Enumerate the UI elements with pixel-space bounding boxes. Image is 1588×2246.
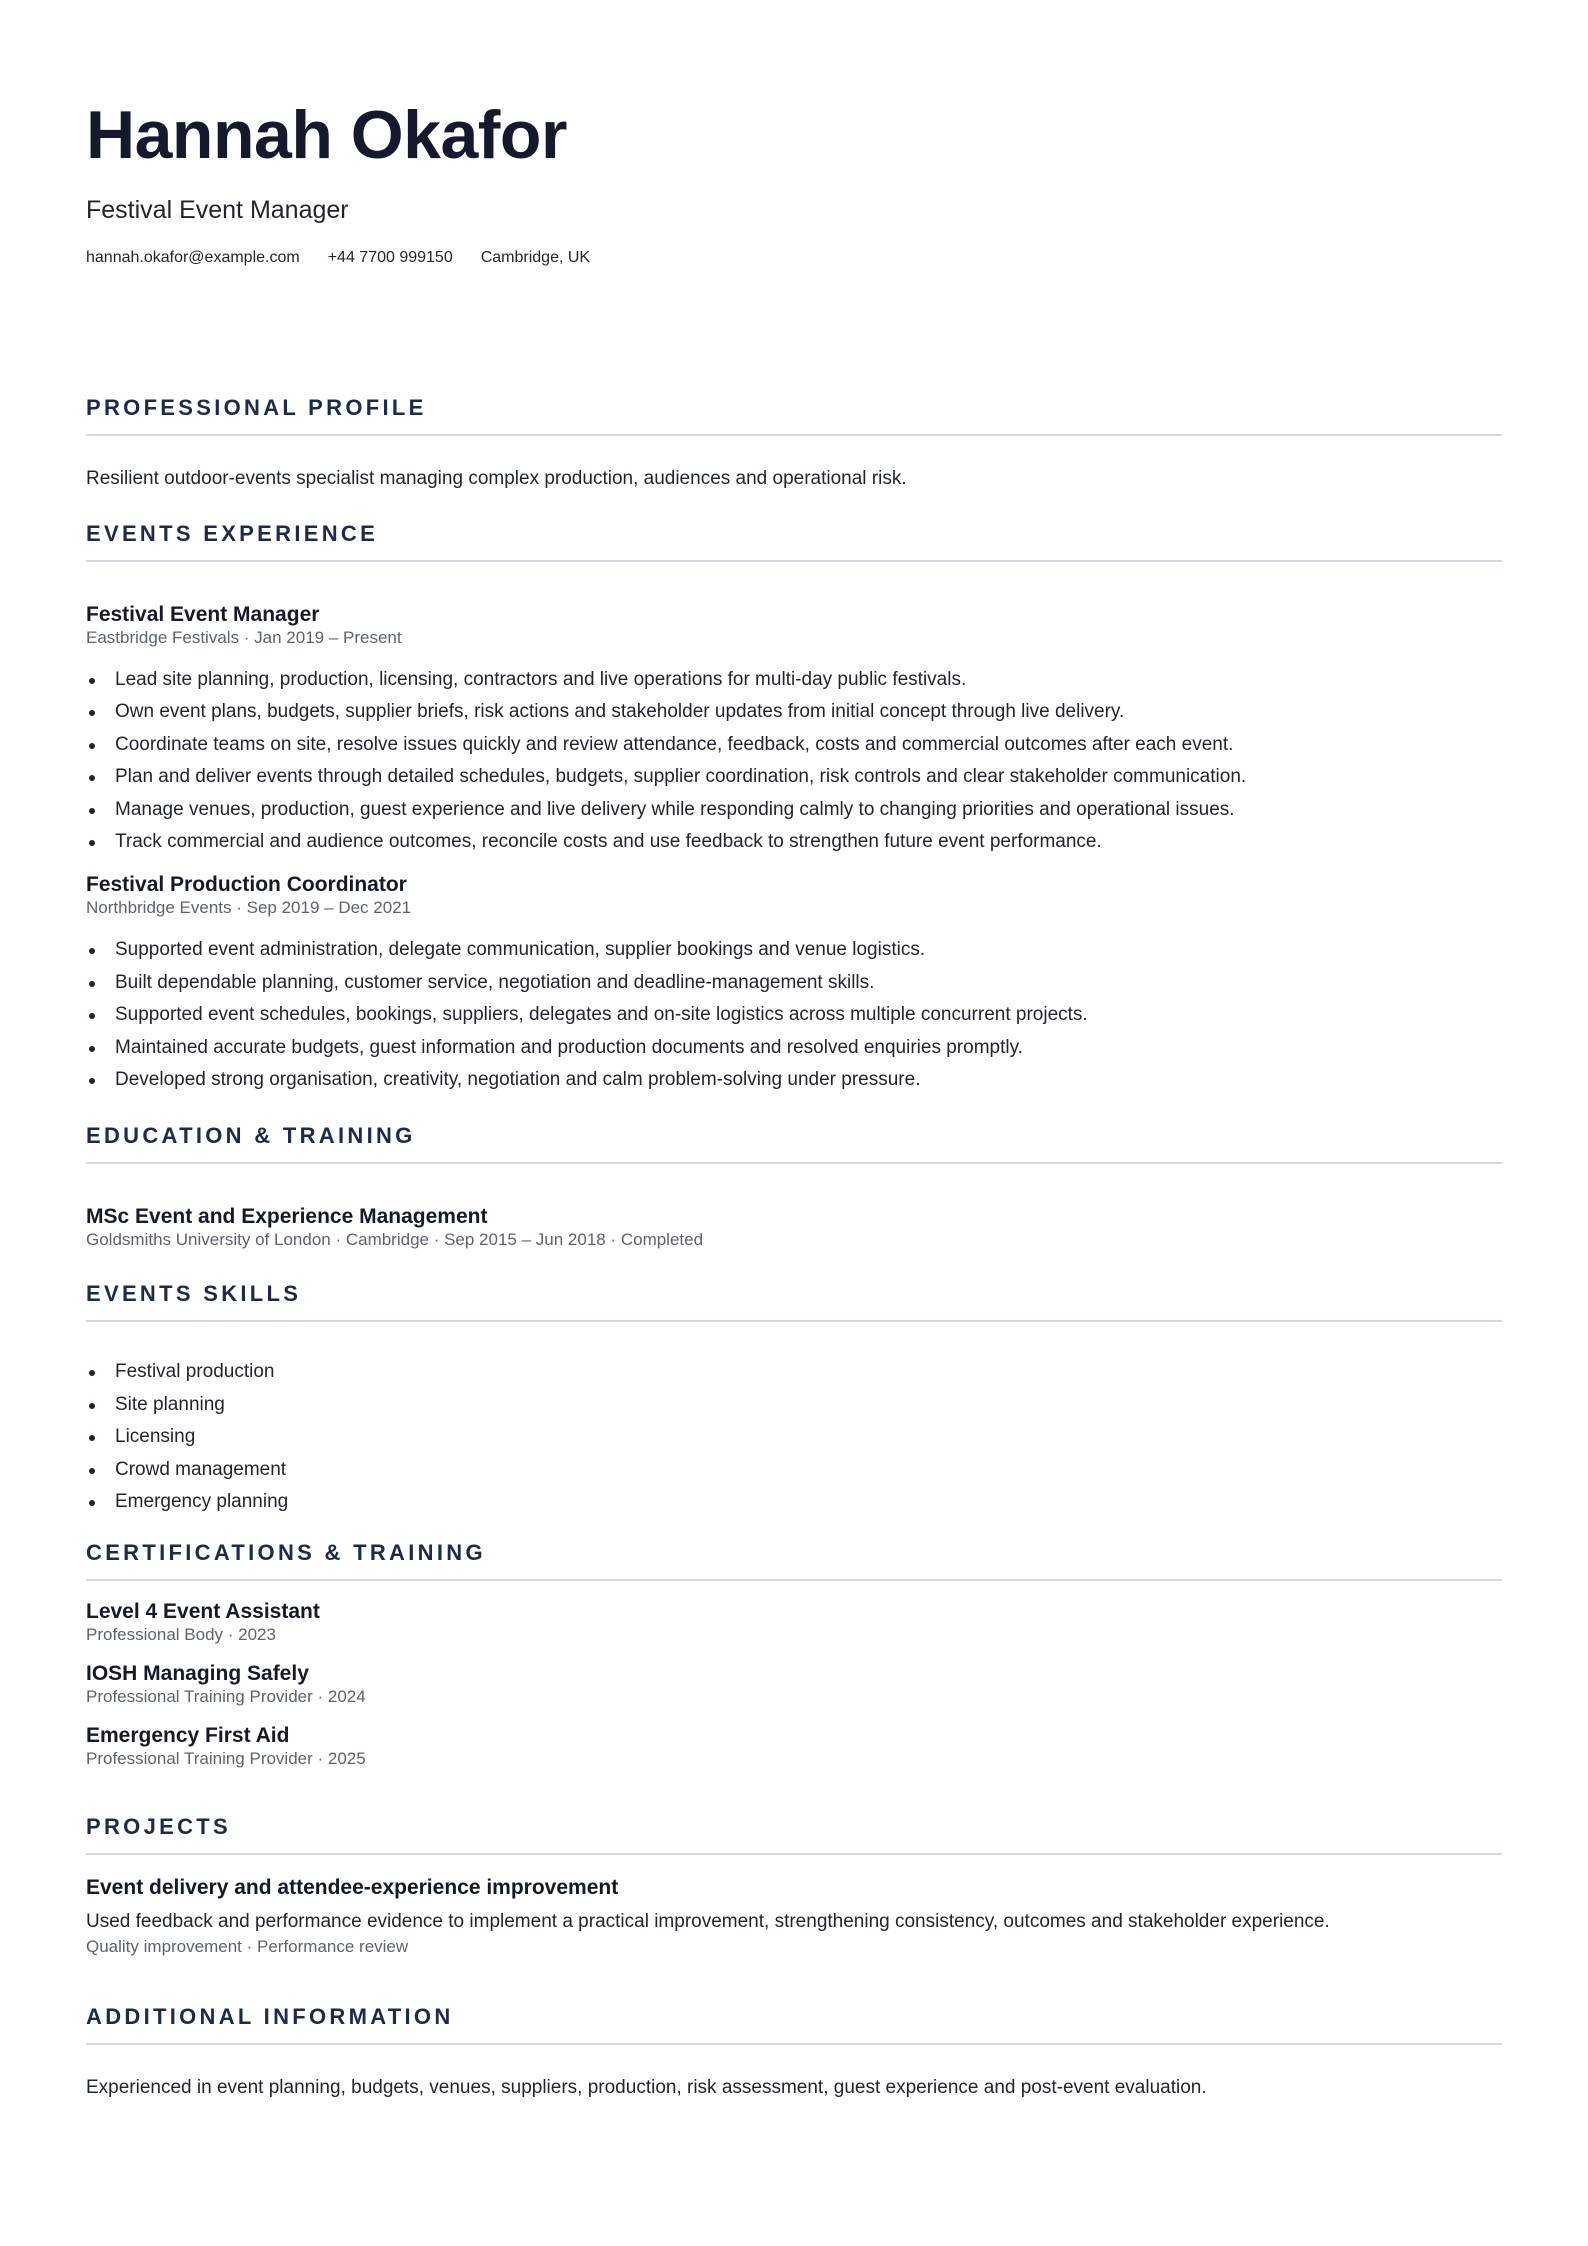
list-item: Own event plans, budgets, supplier briefs, risk actions and stakeholder updates from initial concept through live delivery. [86, 696, 1502, 728]
list-item: Site planning [86, 1389, 1502, 1421]
section-heading: EDUCATION & TRAINING [86, 1122, 1502, 1164]
section-heading: PROFESSIONAL PROFILE [86, 394, 1502, 436]
certification-entry [86, 1599, 1502, 1645]
list-item: Maintained accurate budgets, guest information and production documents and resolved enquiries promptly. [86, 1032, 1502, 1064]
list-item: Track commercial and audience outcomes, reconcile costs and use feedback to strengthen future event performance. [86, 826, 1502, 858]
job-bullets [86, 934, 1502, 1096]
education-section [86, 1122, 1502, 1250]
section-heading: PROJECTS [86, 1813, 1502, 1855]
certification-meta: Professional Body · 2023 [86, 1624, 276, 1644]
list-item: Festival production [86, 1356, 1502, 1388]
list-item: Crowd management [86, 1454, 1502, 1486]
project-entry [86, 1875, 1502, 1957]
candidate-name: Hannah Okafor [86, 97, 567, 173]
list-item: Licensing [86, 1421, 1502, 1453]
contact-phone: +44 7700 999150 [327, 249, 453, 266]
list-item: Supported event schedules, bookings, suppliers, delegates and on-site logistics across multiple concurrent projects. [86, 999, 1502, 1031]
list-item: Manage venues, production, guest experience and live delivery while responding calmly to changing priorities and operational issues. [86, 794, 1502, 826]
skills-list [86, 1356, 1502, 1518]
certification-entry [86, 1661, 1502, 1707]
job-title: Festival Event Manager [86, 603, 320, 626]
projects-section [86, 1813, 1502, 1957]
certification-title: Emergency First Aid [86, 1723, 290, 1747]
contact-email: hannah.okafor@example.com [86, 249, 300, 266]
job-meta: Northbridge Events · Sep 2019 – Dec 2021 [86, 898, 412, 918]
list-item: Built dependable planning, customer service, negotiation and deadline-management skills. [86, 967, 1502, 999]
experience-section [86, 520, 1502, 1096]
list-item: Plan and deliver events through detailed schedules, budgets, supplier coordination, risk controls and clear stakeholder communication. [86, 761, 1502, 793]
certifications-section [86, 1539, 1502, 1769]
certification-meta: Professional Training Provider · 2025 [86, 1748, 366, 1768]
certification-entry [86, 1723, 1502, 1769]
contact-line [86, 248, 1502, 268]
section-heading: EVENTS SKILLS [86, 1280, 1502, 1322]
list-item: Lead site planning, production, licensing, contractors and live operations for multi-day public festivals. [86, 664, 1502, 696]
job-entry [86, 602, 1502, 858]
profile-section [86, 394, 1502, 492]
job-meta: Eastbridge Festivals · Jan 2019 – Present [86, 628, 402, 647]
candidate-title: Festival Event Manager [86, 196, 349, 224]
section-heading: ADDITIONAL INFORMATION [86, 2003, 1502, 2045]
degree-meta: Goldsmiths University of London · Cambridge · Sep 2015 – Jun 2018 · Completed [86, 1230, 704, 1250]
skills-section [86, 1280, 1502, 1518]
list-item: Supported event administration, delegate communication, supplier bookings and venue logistics. [86, 934, 1502, 966]
profile-text: Resilient outdoor-events specialist managing complex production, audiences and operational risk. [86, 468, 907, 489]
job-entry [86, 872, 1502, 1096]
certification-meta: Professional Training Provider · 2024 [86, 1686, 366, 1706]
certification-title: Level 4 Event Assistant [86, 1599, 320, 1623]
education-entry [86, 1204, 1502, 1250]
job-bullets [86, 664, 1502, 858]
additional-section [86, 2003, 1502, 2101]
certifications-list [86, 1599, 1502, 1769]
certification-title: IOSH Managing Safely [86, 1661, 309, 1685]
project-tags: Quality improvement · Performance review [86, 1936, 409, 1956]
project-title: Event delivery and attendee-experience improvement [86, 1875, 619, 1899]
section-heading: EVENTS EXPERIENCE [86, 520, 1502, 562]
resume-header [86, 0, 1502, 268]
job-title: Festival Production Coordinator [86, 873, 407, 897]
contact-location: Cambridge, UK [480, 249, 591, 266]
list-item: Developed strong organisation, creativity, negotiation and calm problem-solving under pressure. [86, 1064, 1502, 1096]
additional-text: Experienced in event planning, budgets, venues, suppliers, production, risk assessment, guest experience and post-event evaluation. [86, 2076, 1207, 2098]
list-item: Emergency planning [86, 1486, 1502, 1518]
degree-title: MSc Event and Experience Management [86, 1205, 488, 1229]
project-description: Used feedback and performance evidence to implement a practical improvement, strengthening consistency, outcomes and stakeholder experience. [86, 1910, 1330, 1932]
list-item: Coordinate teams on site, resolve issues quickly and review attendance, feedback, costs and commercial outcomes after each event. [86, 729, 1502, 761]
section-heading: CERTIFICATIONS & TRAINING [86, 1539, 1502, 1581]
